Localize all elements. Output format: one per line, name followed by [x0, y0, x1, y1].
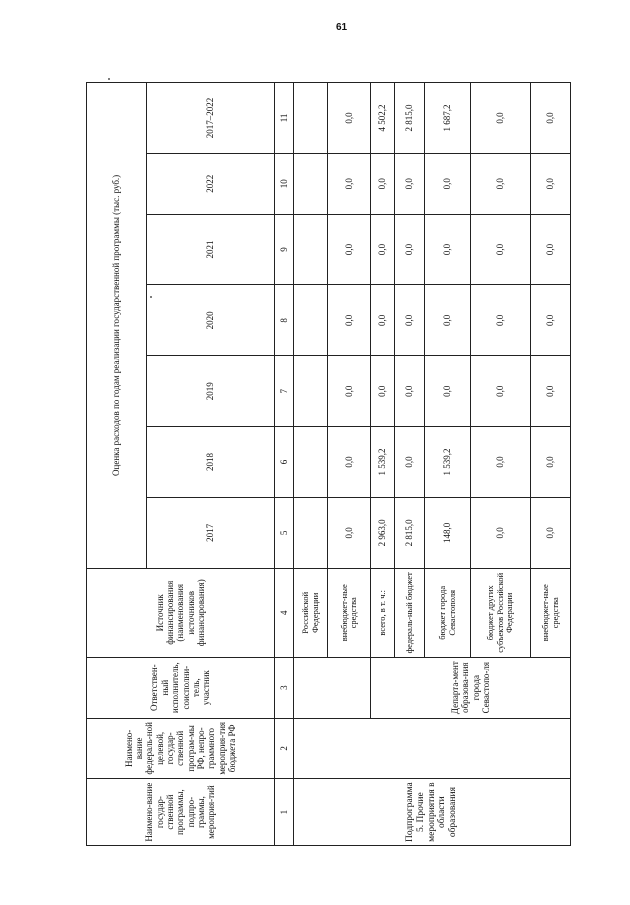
value-cell: 0,0	[471, 153, 531, 214]
value-cell: 0,0	[395, 285, 425, 356]
value-cell	[294, 427, 328, 498]
header-funding-source: Источник финансирования (наименования источников финансирования)	[87, 568, 275, 657]
value-cell: 1 539,2	[425, 427, 471, 498]
value-cell: 0,0	[531, 153, 571, 214]
responsible-cell-empty	[294, 657, 371, 718]
value-cell: 2 815,0	[395, 83, 425, 154]
value-cell	[294, 153, 328, 214]
value-cell: 0,0	[328, 427, 371, 498]
value-cell: 4 502,2	[371, 83, 395, 154]
value-cell: 0,0	[328, 285, 371, 356]
header-year: 2017	[147, 497, 275, 568]
value-cell: 0,0	[531, 497, 571, 568]
value-cell: 0,0	[371, 153, 395, 214]
value-cell: 1 539,2	[371, 427, 395, 498]
scan-speck	[108, 78, 110, 80]
value-cell: 0,0	[328, 153, 371, 214]
value-cell: 0,0	[371, 356, 395, 427]
value-cell: 0,0	[395, 153, 425, 214]
column-number: 11	[275, 83, 294, 154]
value-cell: 148,0	[425, 497, 471, 568]
value-cell: 0,0	[425, 356, 471, 427]
federal-program-cell	[294, 718, 571, 779]
column-number: 2	[275, 718, 294, 779]
value-cell	[294, 83, 328, 154]
column-number: 3	[275, 657, 294, 718]
value-cell: 0,0	[471, 427, 531, 498]
value-cell: 0,0	[395, 214, 425, 285]
header-year: 2021	[147, 214, 275, 285]
funding-source: внебюджет-ные средства	[531, 568, 571, 657]
value-cell: 2 815,0	[395, 497, 425, 568]
value-cell: 0,0	[471, 83, 531, 154]
value-cell	[294, 214, 328, 285]
value-cell: 0,0	[531, 83, 571, 154]
column-number: 10	[275, 153, 294, 214]
funding-source: всего, в т. ч.:	[371, 568, 395, 657]
funding-source: внебюджет-ные средства	[328, 568, 371, 657]
value-cell	[294, 356, 328, 427]
funding-source: бюджет других субъектов Российской Федерации	[471, 568, 531, 657]
funding-source: бюджет города Севастополя	[425, 568, 471, 657]
value-cell: 0,0	[371, 214, 395, 285]
value-cell: 0,0	[328, 214, 371, 285]
column-number: 1	[275, 779, 294, 846]
page-number: 61	[336, 22, 348, 33]
header-program-name: Наимено-вание государ-ственной программы, подпро-граммы, мероприя-тий	[87, 779, 275, 846]
header-year: 2022	[147, 153, 275, 214]
value-cell: 0,0	[395, 427, 425, 498]
column-number: 6	[275, 427, 294, 498]
value-cell: 0,0	[328, 356, 371, 427]
funding-source: Российской Федерации	[294, 568, 328, 657]
value-cell: 0,0	[328, 83, 371, 154]
table-row	[294, 83, 328, 846]
budget-table	[86, 82, 571, 846]
value-cell	[294, 497, 328, 568]
value-cell: 0,0	[531, 356, 571, 427]
header-year: 2018	[147, 427, 275, 498]
value-cell: 0,0	[531, 427, 571, 498]
value-cell: 0,0	[471, 497, 531, 568]
header-estimate: Оценка расходов по годам реализации государственной программы (тыс. руб.)	[87, 83, 147, 569]
value-cell: 0,0	[531, 285, 571, 356]
value-cell: 1 687,2	[425, 83, 471, 154]
value-cell: 0,0	[471, 214, 531, 285]
header-responsible: Ответствен-ный исполнитель, соисполни-тель, участник	[87, 657, 275, 718]
value-cell: 0,0	[371, 285, 395, 356]
subprogram-name: Подпрограмма 5. Прочие мероприятия в области образования	[294, 779, 571, 846]
value-cell: 0,0	[328, 497, 371, 568]
value-cell: 0,0	[425, 214, 471, 285]
header-year-total: 2017–2022	[147, 83, 275, 154]
value-cell: 0,0	[425, 285, 471, 356]
value-cell: 0,0	[425, 153, 471, 214]
value-cell: 0,0	[395, 356, 425, 427]
column-number: 9	[275, 214, 294, 285]
header-federal-program: Наимено-вание федераль-ной целевой, государ-ственной програм-мы РФ, непро-граммного мероприя-тия бюджета РФ	[87, 718, 275, 779]
funding-source: федераль-ный бюджет	[395, 568, 425, 657]
column-number: 4	[275, 568, 294, 657]
value-cell: 2 963,0	[371, 497, 395, 568]
column-number: 5	[275, 497, 294, 568]
value-cell: 0,0	[471, 285, 531, 356]
value-cell: 0,0	[531, 214, 571, 285]
responsible-department: Департа-мент образова-ния города Севастопо-ля	[371, 657, 571, 718]
header-year: 2019	[147, 356, 275, 427]
value-cell	[294, 285, 328, 356]
column-number-row	[275, 83, 294, 846]
column-number: 7	[275, 356, 294, 427]
column-number: 8	[275, 285, 294, 356]
budget-table-rotated	[86, 82, 560, 846]
value-cell: 0,0	[471, 356, 531, 427]
header-year: 2020	[147, 285, 275, 356]
